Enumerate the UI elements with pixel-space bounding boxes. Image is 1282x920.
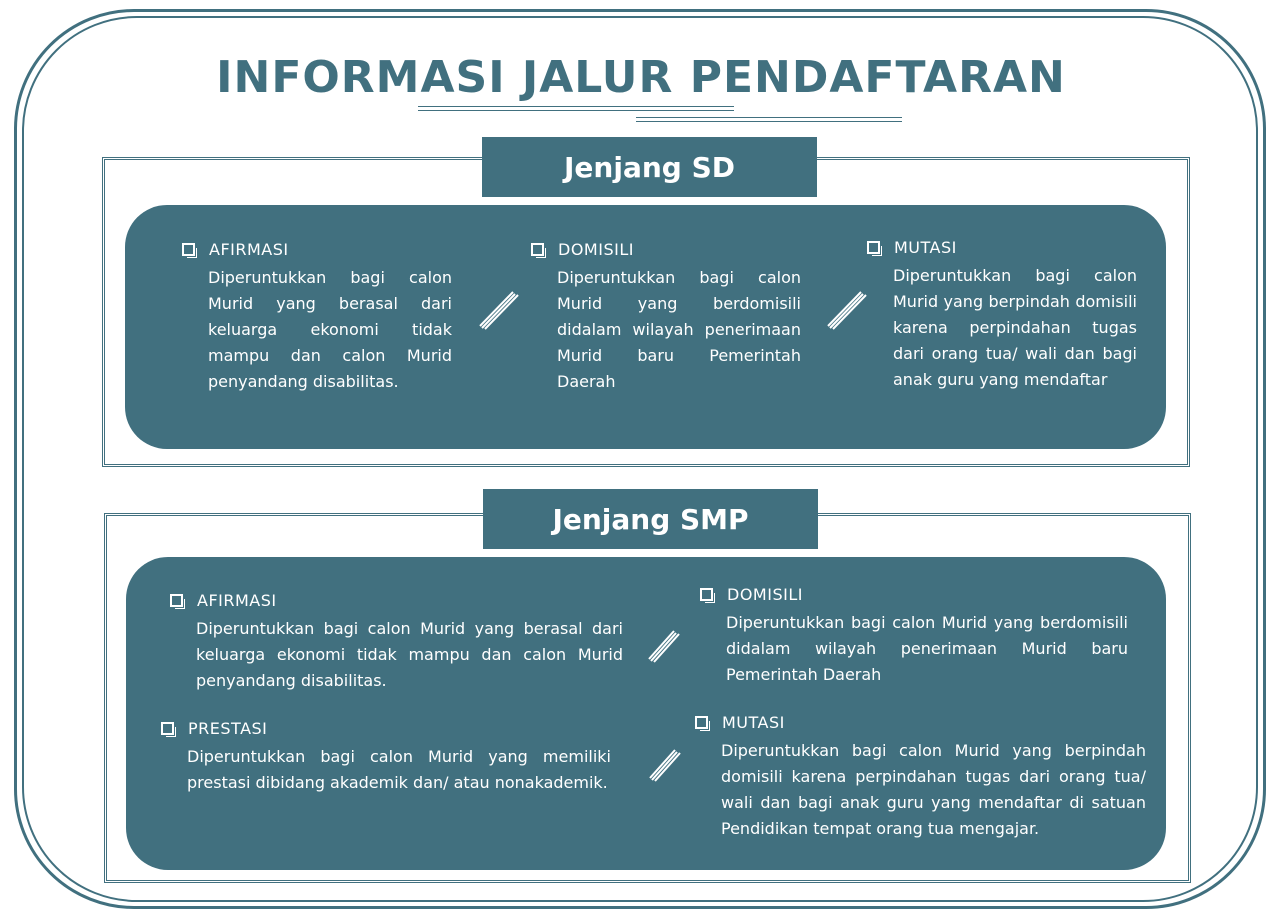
- checkbox-icon: [182, 243, 195, 256]
- checkbox-icon: [161, 722, 174, 735]
- smp-item-prestasi: [161, 719, 611, 796]
- item-label: DOMISILI: [558, 240, 634, 259]
- smp-item-afirmasi: [170, 591, 623, 694]
- item-label: MUTASI: [894, 238, 957, 257]
- item-description: Diperuntukkan bagi calon Murid yang berdomisili didalam wilayah penerimaan Murid baru Pemerintah Daerah: [726, 613, 1128, 684]
- checkbox-icon: [867, 241, 880, 254]
- item-label: PRESTASI: [188, 719, 268, 738]
- double-slash-icon: [646, 627, 682, 665]
- checkbox-icon: [700, 588, 713, 601]
- smp-item-domisili: [700, 585, 1128, 688]
- sd-item-afirmasi: [182, 240, 452, 395]
- sd-section-heading: Jenjang SD: [482, 137, 817, 197]
- smp-item-mutasi: [695, 713, 1146, 842]
- item-label: DOMISILI: [727, 585, 803, 604]
- double-slash-icon: [647, 746, 683, 784]
- checkbox-icon: [170, 594, 183, 607]
- checkbox-icon: [695, 716, 708, 729]
- checkbox-icon: [531, 243, 544, 256]
- sd-item-domisili: [531, 240, 801, 395]
- title-underline-right: [636, 117, 902, 122]
- item-description: Diperuntukkan bagi calon Murid yang berdomisili didalam wilayah penerimaan Murid baru Pemerintah Daerah: [557, 268, 801, 391]
- item-description: Diperuntukkan bagi calon Murid yang berpindah domisili karena perpindahan tugas dari orang tua/ wali dan bagi anak guru yang mendaftar: [893, 266, 1137, 389]
- item-description: Diperuntukkan bagi calon Murid yang berasal dari keluarga ekonomi tidak mampu dan calon Murid penyandang disabilitas.: [196, 619, 623, 690]
- item-description: Diperuntukkan bagi calon Murid yang berasal dari keluarga ekonomi tidak mampu dan calon Murid penyandang disabilitas.: [208, 268, 452, 391]
- item-label: AFIRMASI: [209, 240, 289, 259]
- page-title: INFORMASI JALUR PENDAFTARAN: [216, 52, 1066, 103]
- item-description: Diperuntukkan bagi calon Murid yang memiliki prestasi dibidang akademik dan/ atau nonakademik.: [187, 747, 611, 792]
- double-slash-icon: [477, 288, 523, 332]
- item-label: AFIRMASI: [197, 591, 277, 610]
- smp-section-heading: Jenjang SMP: [483, 489, 818, 549]
- item-description: Diperuntukkan bagi calon Murid yang berpindah domisili karena perpindahan tugas dari orang tua/ wali dan bagi anak guru yang mendaftar di satuan Pendidikan tempat orang tua mengajar.: [721, 741, 1146, 838]
- sd-item-mutasi: [867, 238, 1137, 393]
- double-slash-icon: [825, 288, 871, 332]
- title-underline-left: [418, 106, 734, 111]
- item-label: MUTASI: [722, 713, 785, 732]
